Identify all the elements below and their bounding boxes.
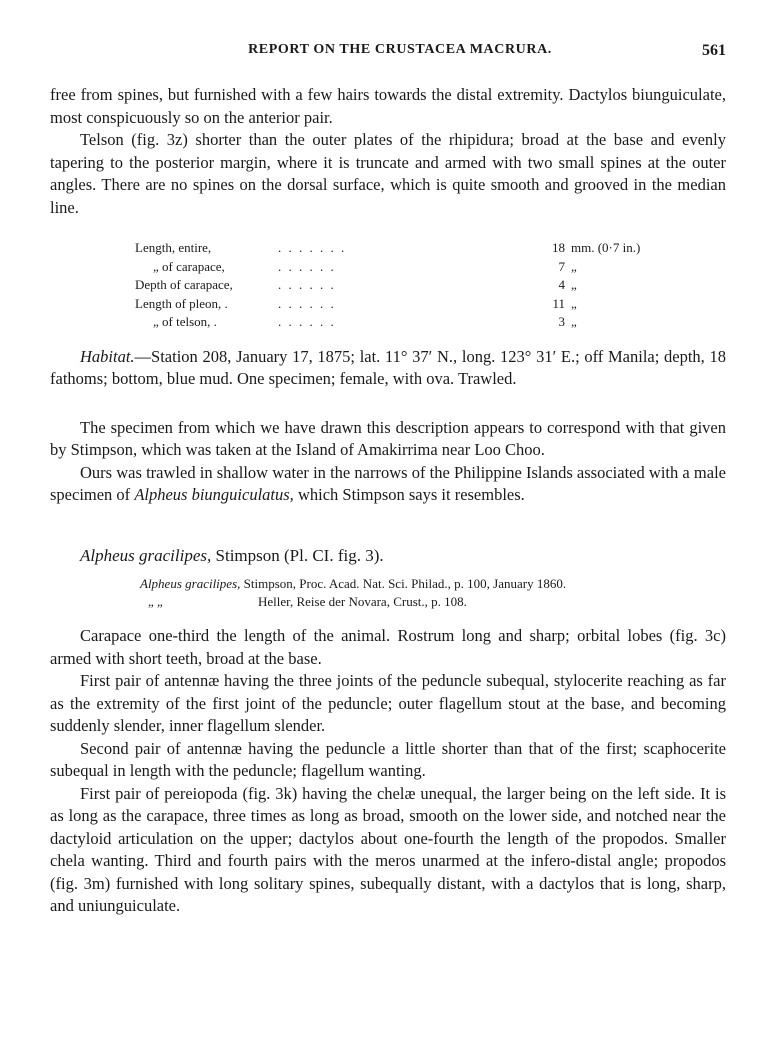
measurement-unit: mm. (0·7 in.): [571, 240, 641, 255]
paragraph-locality: Ours was trawled in shallow water in the narrows of the Philippine Islands associated with a male specimen of Alpheus biunguiculatus, which Stimpson says it resembles.: [50, 462, 726, 504]
measurement-label: Depth of carapace,: [135, 277, 233, 292]
paragraph-legs-continued: free from spines, but furnished with a few hairs towards the distal extremity. Dactylos biunguiculate, most conspicuously so on the anterior pair.: [50, 85, 726, 127]
reference-line: Alpheus gracilipes, Stimpson, Proc. Acad. Nat. Sci. Philad., p. 100, January 1860.: [140, 576, 567, 591]
body-text: [50, 84, 726, 918]
measurement-value: 3: [558, 314, 565, 329]
page-number: 561: [702, 42, 726, 59]
measurement-label: „ of carapace,: [153, 258, 225, 274]
leader-dots: . . . . . .: [278, 295, 336, 311]
paragraph-habitat: [50, 346, 726, 391]
reference-line: „ „ Heller, Reise der Novara, Crust., p. 108.: [140, 593, 726, 611]
measurement-value: 18: [552, 240, 565, 255]
table-row: [135, 276, 671, 295]
table-row: [135, 313, 671, 332]
table-row: [135, 258, 671, 277]
measurement-unit: „: [571, 277, 577, 292]
measurements-table: [135, 239, 671, 332]
ditto-marks: „ „: [148, 594, 163, 609]
measurement-label: „ of telson, .: [153, 314, 217, 329]
leader-dots: . . . . . .: [278, 314, 336, 329]
paragraph-carapace: Carapace one-third the length of the animal. Rostrum long and sharp; orbital lobes (fig. 3c) armed with short teeth, broad at the base.: [50, 626, 726, 668]
leader-dots: . . . . . .: [278, 258, 336, 274]
measurement-label: Length of pleon, .: [135, 295, 228, 311]
synonymy-references: [140, 575, 726, 611]
paragraph-second-antennae: Second pair of antennæ having the peduncle a little shorter than that of the first; scaphocerite subequal in length with the peduncle; flagellum wanting.: [50, 738, 726, 780]
paragraph-comparison: The specimen from which we have drawn this description appears to correspond with that given by Stimpson, which was taken at the Island of Amakirrima near Loo Choo.: [50, 417, 726, 459]
species-reference: Alpheus biunguiculatus,: [134, 485, 294, 504]
habitat-label: Habitat.: [80, 346, 135, 366]
species-heading: [50, 545, 726, 568]
measurement-label: Length, entire,: [135, 240, 212, 255]
measurement-unit: „: [571, 258, 577, 274]
species-name: Alpheus gracilipes,: [80, 545, 212, 565]
paragraph-first-antennae: First pair of antennæ having the three joints of the peduncle subequal, stylocerite reaching as far as the extremity of the first joint of the peduncle; outer flagellum stout at the base, and becoming suddenly slender, inner flagellum slender.: [50, 671, 726, 735]
table-row: [135, 295, 671, 314]
page-header: [50, 42, 726, 64]
paragraph-telson: Telson (fig. 3z) shorter than the outer plates of the rhipidura; broad at the base and evenly tapering to the posterior margin, where it is truncate and armed with two small spines at the outer angles. There are no spines on the dorsal surface, which is quite smooth and grooved in the median line.: [50, 130, 726, 217]
measurement-value: 4: [558, 277, 565, 292]
leader-dots: . . . . . . .: [278, 240, 347, 255]
leader-dots: . . . . . .: [278, 277, 336, 292]
habitat-text: —Station 208, January 17, 1875; lat. 11° 37′ N., long. 123° 31′ E.; off Manila; depth, 18 fathoms; bottom, blue mud. One specimen; female, with ova. Trawled.: [50, 346, 726, 388]
measurement-unit: „: [571, 314, 577, 329]
species-authority: Stimpson (Pl. CI. fig. 3).: [211, 545, 384, 565]
measurement-value: 7: [558, 258, 565, 274]
paragraph-pereiopoda: First pair of pereiopoda (fig. 3k) having the chelæ unequal, the larger being on the left side. It is as long as the carapace, three times as long as broad, smooth on the lower side, and notched near the dactyloid articulation on the upper; dactylos about one-fourth the length of the propodos. Smaller chela wanting. Third and fourth pairs with the meros unarmed at the infero-distal angle; propodos (fig. 3m) furnished with long solitary spines, subequally distant, with a dactylos that is long, sharp, and uniunguiculate.: [50, 783, 726, 915]
measurement-unit: „: [571, 295, 577, 311]
running-title: REPORT ON THE CRUSTACEA MACRURA.: [248, 42, 552, 57]
measurement-value: 11: [552, 295, 565, 311]
table-row: [135, 239, 671, 258]
